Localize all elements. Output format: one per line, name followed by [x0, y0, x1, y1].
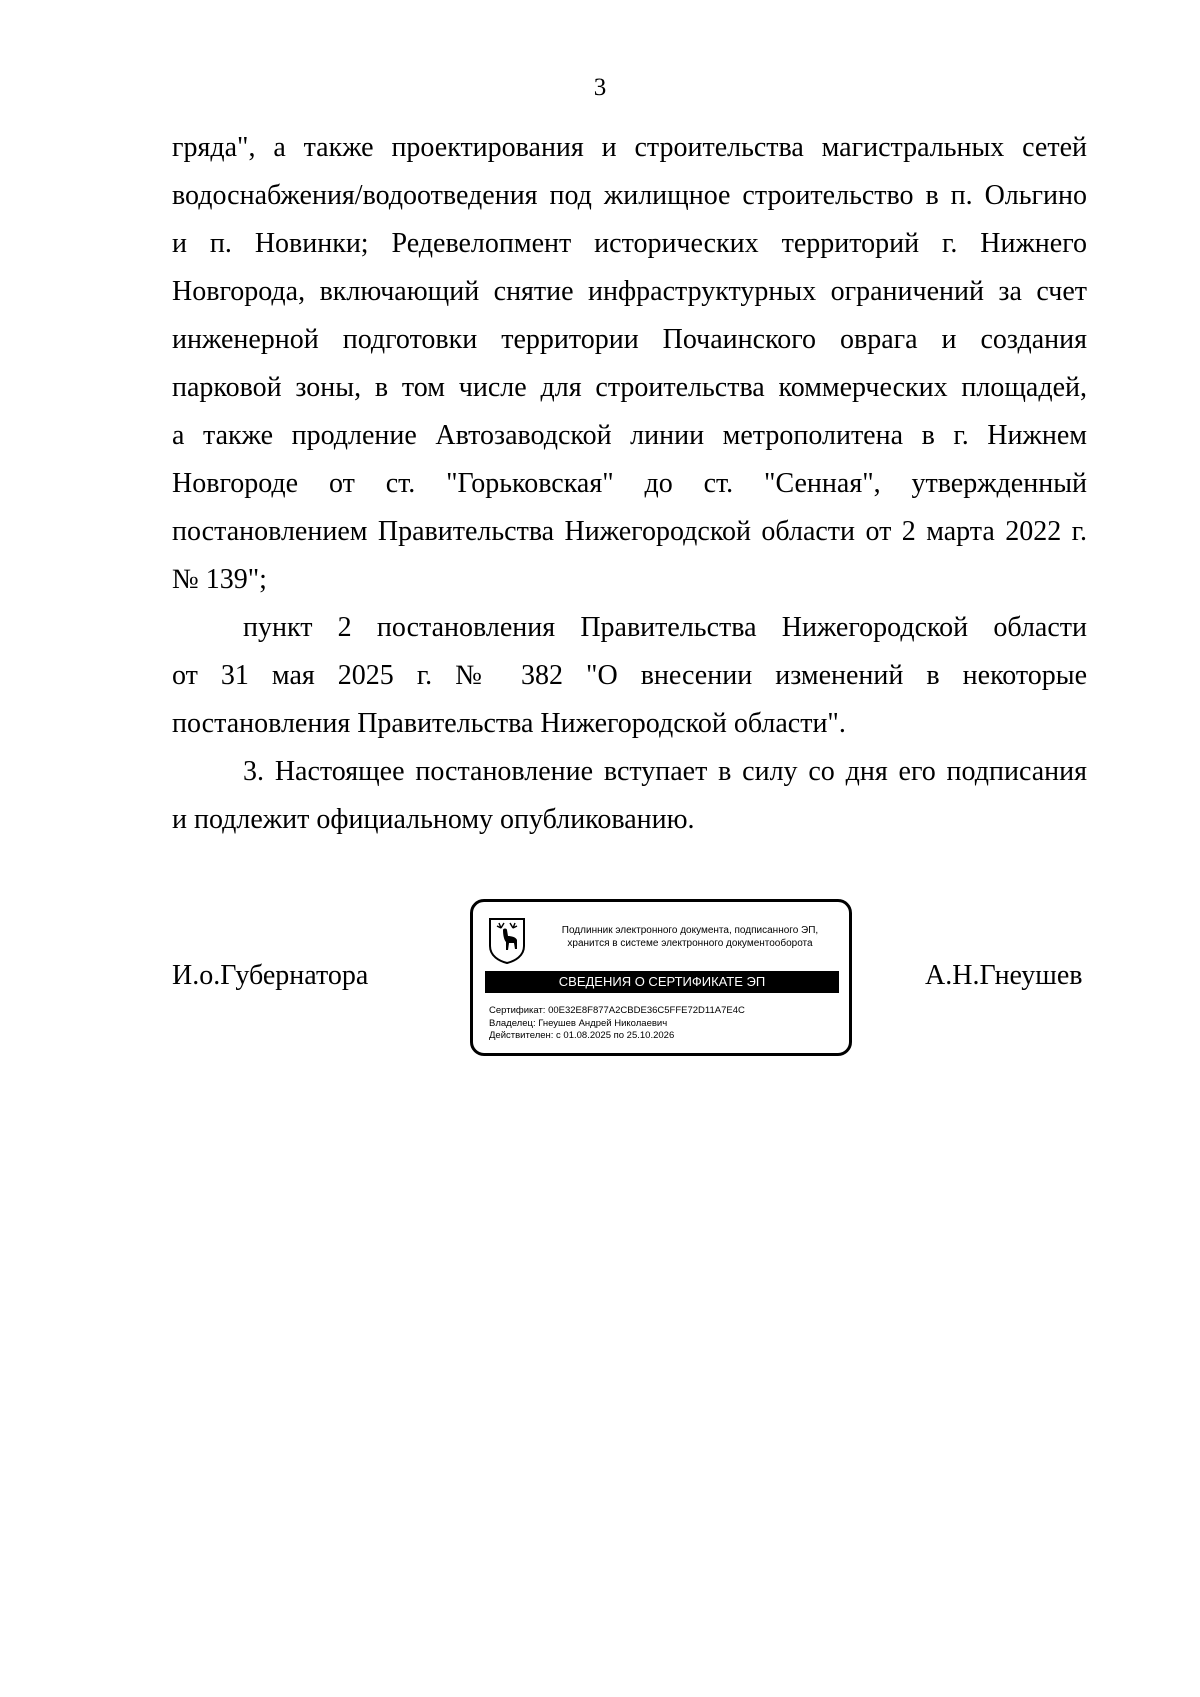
paragraph-1-line: Новгорода, включающий снятие инфраструктурных ограничений за счет	[172, 276, 1087, 307]
stamp-certificate-number: Сертификат: 00E32E8F877A2CBDE36C5FFE72D11A7E4C	[489, 1005, 745, 1016]
paragraph-1-line: инженерной подготовки территории Почаинского оврага и создания	[172, 324, 1087, 355]
paragraph-1-line: № 139";	[172, 564, 267, 595]
paragraph-1-line: водоснабжения/водоотведения под жилищное строительство в п. Ольгино	[172, 180, 1087, 211]
paragraph-1-line: гряда", а также проектирования и строительства магистральных сетей	[172, 132, 1087, 163]
paragraph-3-line: 3. Настоящее постановление вступает в силу со дня его подписания	[243, 756, 1087, 787]
signer-name: А.Н.Гнеушев	[925, 960, 1083, 991]
signer-position: И.о.Губернатора	[172, 960, 369, 991]
paragraph-1-line: Новгороде от ст. "Горьковская" до ст. "Сенная", утвержденный	[172, 468, 1087, 499]
stamp-validity: Действителен: с 01.08.2025 по 25.10.2026	[489, 1030, 675, 1041]
page-number: 3	[593, 74, 607, 101]
paragraph-1-line: и п. Новинки; Редевелопмент исторических территорий г. Нижнего	[172, 228, 1087, 259]
paragraph-2-line: пункт 2 постановления Правительства Нижегородской области	[243, 612, 1087, 643]
stamp-title: СВЕДЕНИЯ О СЕРТИФИКАТЕ ЭП	[485, 971, 839, 993]
stamp-header-line: хранится в системе электронного документооборота	[567, 938, 813, 949]
stamp-certificate-info	[489, 1005, 745, 1043]
stamp-header	[535, 924, 845, 950]
paragraph-1-line: парковой зоны, в том числе для строительства коммерческих площадей,	[172, 372, 1087, 403]
stamp-header-line: Подлинник электронного документа, подписанного ЭП,	[561, 925, 819, 936]
paragraph-1-line: постановлением Правительства Нижегородской области от 2 марта 2022 г.	[172, 516, 1087, 547]
paragraph-2-line: от 31 мая 2025 г. № 382 "О внесении изменений в некоторые	[172, 660, 1087, 691]
stamp-owner: Владелец: Гнеушев Андрей Николаевич	[489, 1017, 668, 1029]
paragraph-1-line: а также продление Автозаводской линии метрополитена в г. Нижнем	[172, 420, 1087, 451]
deer-coat-of-arms-icon	[487, 916, 527, 964]
paragraph-2-line: постановления Правительства Нижегородской области".	[172, 708, 846, 739]
paragraph-3-line: и подлежит официальному опубликованию.	[172, 804, 695, 835]
electronic-signature-stamp	[470, 899, 852, 1056]
